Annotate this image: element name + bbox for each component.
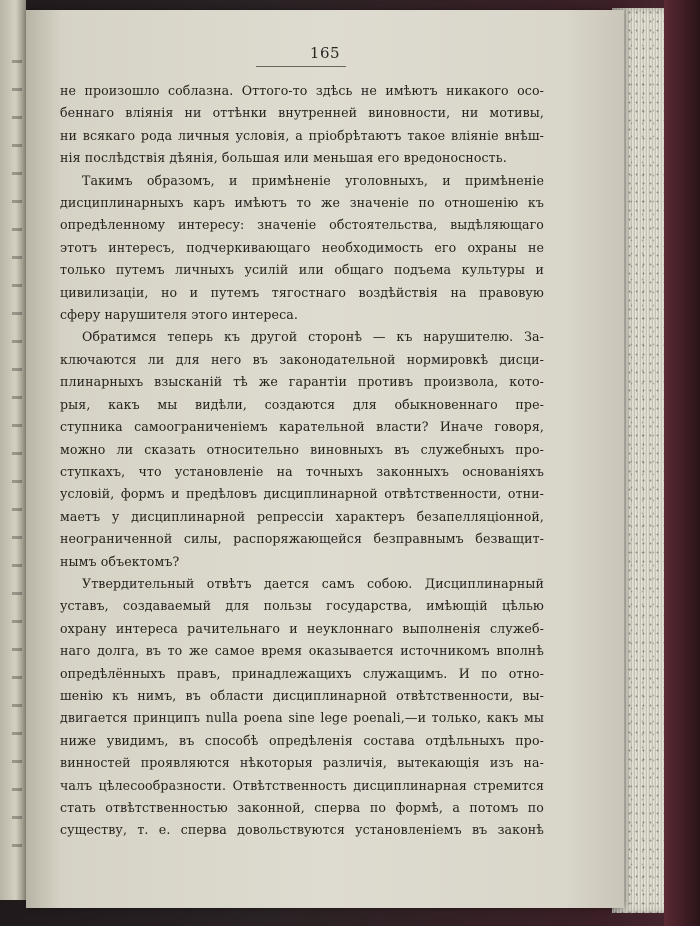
text-line: Такимъ образомъ, и примѣненіе уголовныхъ, и примѣненіе — [82, 172, 544, 188]
text-line: сферу нарушителя этого интереса. — [60, 307, 298, 323]
book-cover-edge — [664, 0, 700, 926]
text-line: существу, т. е. сперва довольствуются установленіемъ въ законѣ — [60, 822, 544, 838]
previous-page-text-fragments — [12, 60, 22, 860]
text-line: Утвердительный отвѣтъ дается самъ собою. Дисциплинарный — [82, 575, 544, 591]
text-line: ключаются ли для него въ законодательной нормировкѣ дисци- — [60, 351, 544, 367]
page-body-text — [60, 80, 544, 842]
text-line: рыя, какъ мы видѣли, создаются для обыкновеннаго пре- — [60, 396, 544, 412]
text-line: нымъ объектомъ? — [60, 553, 180, 569]
paragraph-3 — [60, 326, 544, 572]
page-number: 165 — [309, 44, 341, 62]
text-line: дисциплинарныхъ каръ имѣютъ то же значеніе по отношенію къ — [60, 195, 544, 211]
text-line: чалъ цѣлесообразности. Отвѣтственность дисциплинарная стремится — [60, 777, 544, 793]
text-line: этотъ интересъ, подчеркивающаго необходимость его охраны не — [60, 239, 544, 255]
text-line: уставъ, создаваемый для пользы государства, имѣющій цѣлью — [60, 598, 544, 614]
text-line: опредѣленному интересу: значеніе обстоятельства, выдѣляющаго — [60, 217, 544, 233]
book-page — [26, 10, 624, 908]
text-line: не произошло соблазна. Оттого-то здѣсь не имѣютъ никакого осо- — [60, 83, 544, 98]
text-line: только путемъ личныхъ усилій или общаго подъема культуры и — [60, 262, 544, 278]
page-number-rule — [256, 66, 346, 67]
previous-page-edge — [0, 0, 26, 900]
text-line: ступкахъ, что установленіе на точныхъ законныхъ основаніяхъ — [60, 463, 544, 479]
text-line: нія послѣдствія дѣянія, большая или меньшая его вредоносность. — [60, 150, 507, 166]
text-line: винностей проявляются нѣкоторыя различія, вытекающія изъ на- — [60, 755, 544, 771]
text-line: ниже увидимъ, въ способѣ опредѣленія состава отдѣльныхъ про- — [60, 732, 544, 748]
text-line: цивилизаціи, но и путемъ тягостнаго воздѣйствія на правовую — [60, 284, 544, 300]
paragraph-2 — [60, 170, 544, 327]
text-line: охрану интереса рачительнаго и неуклоннаго выполненія служеб- — [60, 620, 544, 636]
text-line: ступника самоограниченіемъ карательной власти? Иначе говоря, — [60, 419, 544, 435]
text-line: стать отвѣтственностью законной, сперва по формѣ, а потомъ по — [60, 800, 544, 815]
text-line: двигается принципъ nulla poena sine lege poenali,—и только, какъ мы — [60, 710, 544, 726]
paragraph-4 — [60, 573, 544, 842]
text-line: наго долга, въ то же самое время оказывается источникомъ вполнѣ — [60, 643, 544, 659]
text-line: беннаго вліянія ни оттѣнки внутренней виновности, ни мотивы, — [60, 105, 544, 121]
text-line: можно ли сказать относительно виновныхъ въ служебныхъ про- — [60, 441, 544, 457]
text-line: ни всякаго рода личныя условія, а пріобрѣтаютъ такое вліяніе внѣш- — [60, 127, 544, 143]
text-line: маетъ у дисциплинарной репрессіи характеръ безапелляціонной, — [60, 508, 544, 524]
text-line: условій, формъ и предѣловъ дисциплинарной отвѣтственности, отни- — [60, 486, 544, 502]
text-line: Обратимся теперь къ другой сторонѣ — къ нарушителю. За- — [82, 329, 544, 345]
paragraph-1 — [60, 80, 544, 170]
text-line: неограниченной силы, распоряжающейся безправнымъ безващит- — [60, 531, 544, 547]
text-line: опредѣлённыхъ правъ, принадлежащихъ служащимъ. И по отно- — [60, 665, 544, 681]
text-line: плинарныхъ взысканій тѣ же гарантіи противъ произвола, кото- — [60, 374, 544, 390]
text-line: шенію къ нимъ, въ области дисциплинарной отвѣтственности, вы- — [60, 687, 544, 703]
